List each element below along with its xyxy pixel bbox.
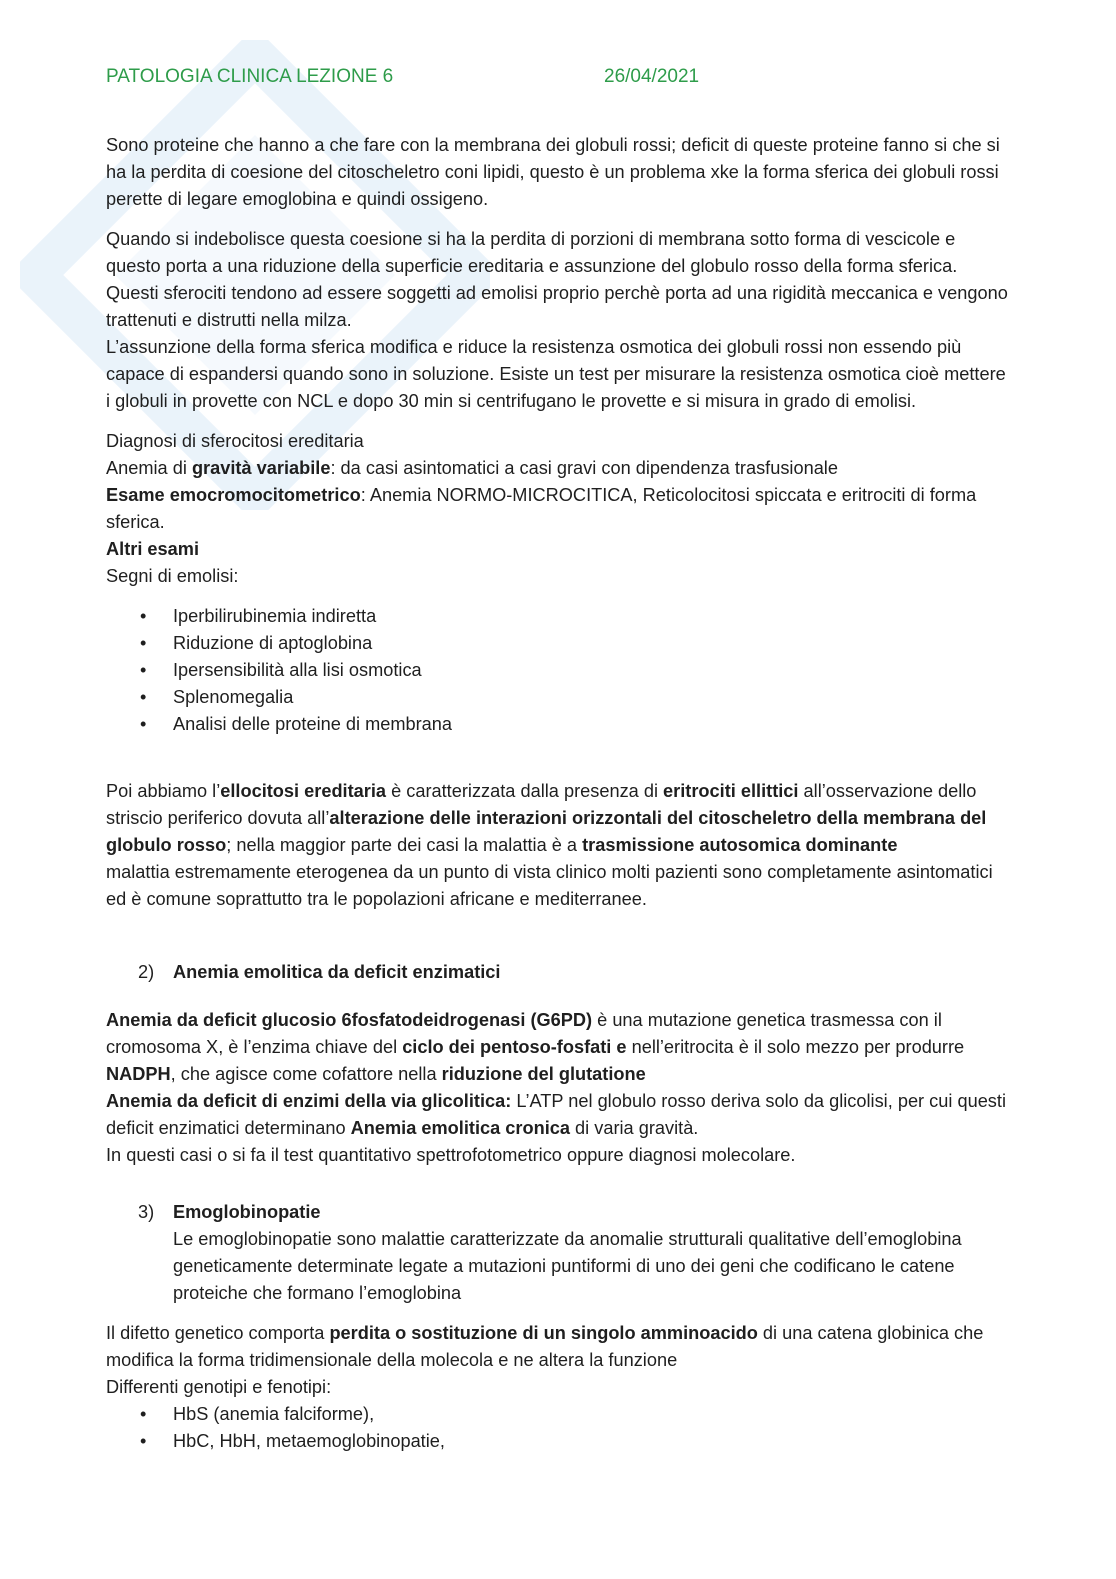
section-3-heading: 3) Emoglobinopatie	[138, 1202, 321, 1222]
header-title: PATOLOGIA CLINICA LEZIONE 6	[106, 66, 394, 87]
paragraph-ellocitosi: Poi abbiamo l’ellocitosi ereditaria è caratterizzata dalla presenza di eritrociti ellittici all’osservazione dello striscio periferico dovuta all’alterazione delle interazioni orizzontali del citoscheletro della membrana del globulo rosso; nella maggior parte dei casi la malattia è a trasmissione autosomica dominante	[106, 781, 987, 855]
paragraph-coesione: Quando si indebolisce questa coesione si ha la perdita di porzioni di membrana sotto forma di vescicole e questo porta a una riduzione della superficie ereditaria e assunzione del globulo rosso della forma sferica. Questi sferociti tendono ad essere soggetti ad emolisi proprio perchè porta ad una rigidità meccanica e vengono trattenuti e distrutti nella milza.	[106, 229, 1008, 330]
page-header	[106, 66, 1006, 94]
paragraph-difetto: Il difetto genetico comporta perdita o sostituzione di un singolo amminoacido di una catena globinica che modifica la forma tridimensionale della molecola e ne altera la funzione	[106, 1323, 984, 1370]
document-body	[106, 132, 1011, 1455]
paragraph-ellocitosi-cont: malattia estremamente eterogenea da un punto di vista clinico molti pazienti sono completamente asintomatici ed è comune soprattutto tra le popolazioni africane e mediterranee.	[106, 862, 993, 909]
segni-list	[106, 603, 1011, 738]
list-item: • Ipersensibilità alla lisi osmotica	[140, 660, 422, 680]
list-item: • HbC, HbH, metaemoglobinopatie,	[140, 1431, 445, 1451]
diagnosi-section	[106, 428, 1011, 590]
paragraph-resistenza: L’assunzione della forma sferica modifica e riduce la resistenza osmotica dei globuli rossi non essendo più capace di espandersi quando sono in soluzione. Esiste un test per misurare la resistenza osmotica cioè mettere i globuli in provette con NCL e dopo 30 min si centrifugano le provette e si misura in grado di emolisi.	[106, 337, 1006, 411]
list-item: • Analisi delle proteine di membrana	[140, 714, 453, 734]
list-item: • Iperbilirubinemia indiretta	[140, 606, 377, 626]
segni-label: Segni di emolisi:	[106, 566, 239, 586]
paragraph-g6pd: Anemia da deficit glucosio 6fosfatodeidrogenasi (G6PD) è una mutazione genetica trasmessa con il cromosoma X, è l’enzima chiave del ciclo dei pentoso-fosfati e nell’eritrocita è il solo mezzo per produrre NADPH, che agisce come cofattore nella riduzione del glutatione	[106, 1010, 965, 1084]
diagnosi-anemia: Anemia di gravità variabile: da casi asintomatici a casi gravi con dipendenza trasfusionale	[106, 458, 838, 478]
paragraph-glicolitica: Anemia da deficit di enzimi della via glicolitica: L’ATP nel globulo rosso deriva solo da glicolisi, per cui questi deficit enzimatici determinano Anemia emolitica cronica di varia gravità.	[106, 1091, 1006, 1138]
altri-esami-heading: Altri esami	[106, 539, 199, 559]
list-item: • HbS (anemia falciforme),	[140, 1404, 375, 1424]
genotipi-list	[106, 1401, 1011, 1455]
paragraph-test: In questi casi o si fa il test quantitativo spettrofotometrico oppure diagnosi molecolare.	[106, 1145, 796, 1165]
header-date: 26/04/2021	[604, 66, 700, 87]
genotipi-label: Differenti genotipi e fenotipi:	[106, 1377, 332, 1397]
list-item: • Splenomegalia	[140, 687, 294, 707]
paragraph-emoglobinopatie: Le emoglobinopatie sono malattie caratterizzate da anomalie strutturali qualitative dell’emoglobina geneticamente determinate legate a mutazioni puntiformi di uno dei geni che codificano le catene proteiche che formano l’emoglobina	[173, 1229, 962, 1303]
list-item: • Riduzione di aptoglobina	[140, 633, 373, 653]
section-2-heading: 2) Anemia emolitica da deficit enzimatici	[138, 962, 501, 982]
diagnosi-title: Diagnosi di sferocitosi ereditaria	[106, 431, 364, 451]
paragraph-intro: Sono proteine che hanno a che fare con la membrana dei globuli rossi; deficit di queste proteine fanno si che si ha la perdita di coesione del citoscheletro coni lipidi, questo è un problema xke la forma sferica dei globuli rossi perette di legare emoglobina e quindi ossigeno.	[106, 135, 1000, 209]
diagnosi-esame: Esame emocromocitometrico: Anemia NORMO-MICROCITICA, Reticolocitosi spiccata e eritrociti di forma sferica.	[106, 485, 977, 532]
